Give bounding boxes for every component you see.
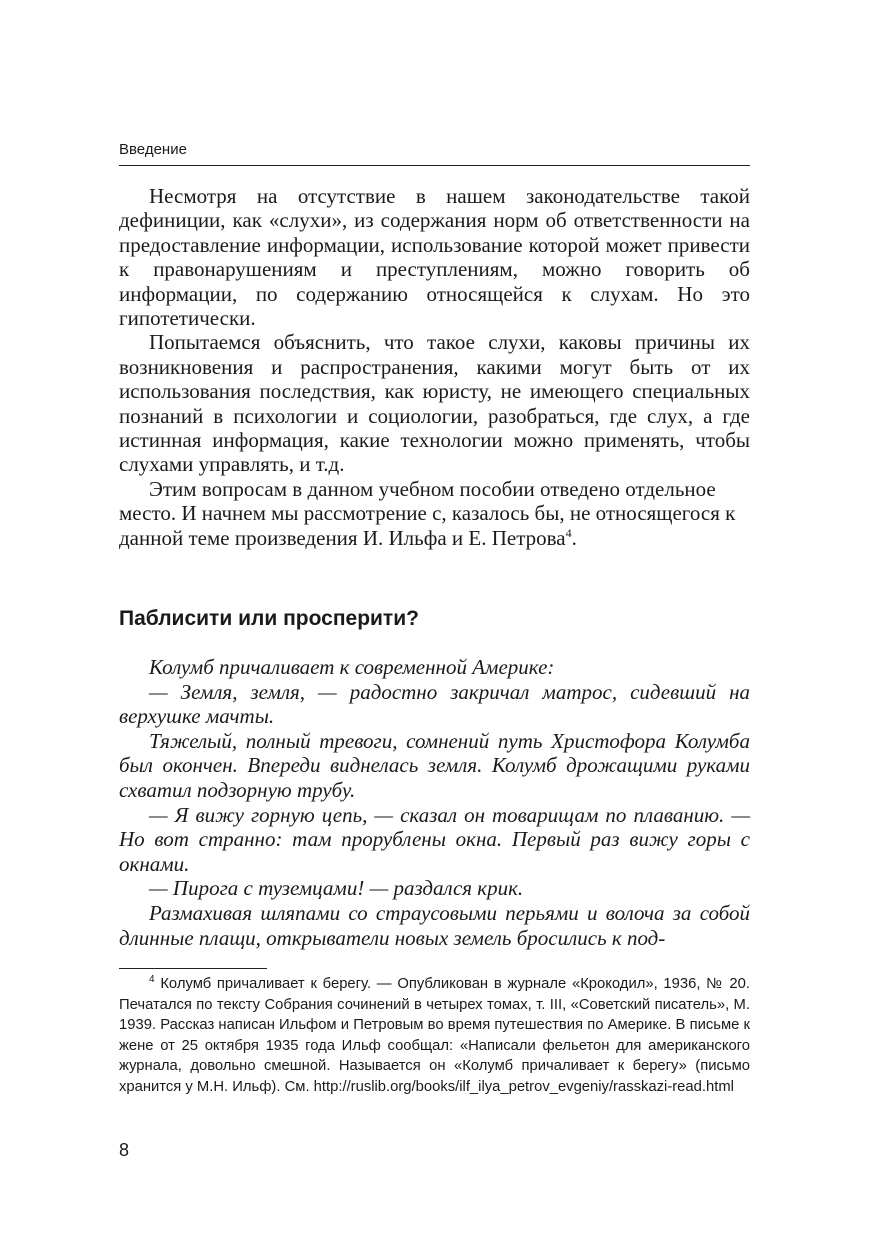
paragraph: Этим вопросам в данном учебном пособии отведено отдельное место. И начнем мы рассмотрение с, казалось бы, не относящегося к данной теме произведения И. Ильфа и Е. Петрова	[119, 476, 736, 550]
footnote-reference[interactable]: 4	[565, 525, 572, 540]
section-title: Паблисити или просперити?	[119, 607, 419, 630]
header-rule	[119, 165, 750, 166]
quote-paragraph: Колумб причаливает к современной Америке:	[149, 655, 555, 679]
footnote-rule	[119, 968, 267, 969]
quote-paragraph: Размахивая шляпами со страусовыми перьями и волоча за собой длинные плащи, открыватели новых земель бросились к под-	[119, 900, 750, 950]
quote-paragraph: — Пирога с туземцами! — раздался крик.	[149, 876, 524, 901]
footnote	[119, 974, 750, 1098]
page-number: 8	[119, 1140, 130, 1160]
footnote-text: Колумб причаливает к берегу. — Опубликован в журнале «Крокодил», 1936, № 20. Печатался по тексту Собрания сочинений в четырех томах, т. III, «Советский писатель», М. 1939. Рассказ написан Ильфом и Петровым во время путешествия по Америке. В письме к жене от 25 октября 1935 года Ильф сообщал: «Написали фельетон для американского журнала, довольно смешной. Называется он «Колумб причаливает к берегу» (письмо хранится у М.Н. Ильф). См. http://ruslib.org/books/ilf_ilya_petrov_evgeniy/rasskazi-read.html	[119, 976, 750, 1095]
paragraph-end-punctuation: .	[571, 525, 577, 550]
quoted-story	[119, 655, 750, 950]
paragraph: Несмотря на отсутствие в нашем законодательстве такой дефиниции, как «слухи», из содержания норм об ответственности на предоставление информации, использование которой может привести к правонарушениям и преступлениям, можно говорить об информации, по содержанию относящейся к слухам. Но это гипотетически.	[119, 184, 750, 331]
quote-paragraph: — Я вижу горную цепь, — сказал он товарищам по плаванию. — Но вот странно: там прорублены окна. Первый раз вижу горы с окнами.	[119, 802, 750, 876]
paragraph: Попытаемся объяснить, что такое слухи, каковы причины их возникновения и распространения, какими могут быть от их использования последствия, как юристу, не имеющего специальных познаний в психологии и социологии, разобраться, где слух, а где истинная информация, какие технологии можно применять, чтобы слухами управлять, и т.д.	[119, 330, 750, 477]
footnote-number: 4	[149, 974, 155, 986]
intro-text	[119, 184, 750, 550]
quote-paragraph: — Земля, земля, — радостно закричал матрос, сидевший на верхушке мачты.	[119, 679, 750, 729]
running-head: Введение	[119, 141, 187, 158]
quote-paragraph: Тяжелый, полный тревоги, сомнений путь Христофора Колумба был окончен. Впереди виднелась земля. Колумб дрожащими руками схватил подзорную трубу.	[119, 728, 750, 802]
paragraph-with-footnote	[119, 477, 750, 550]
